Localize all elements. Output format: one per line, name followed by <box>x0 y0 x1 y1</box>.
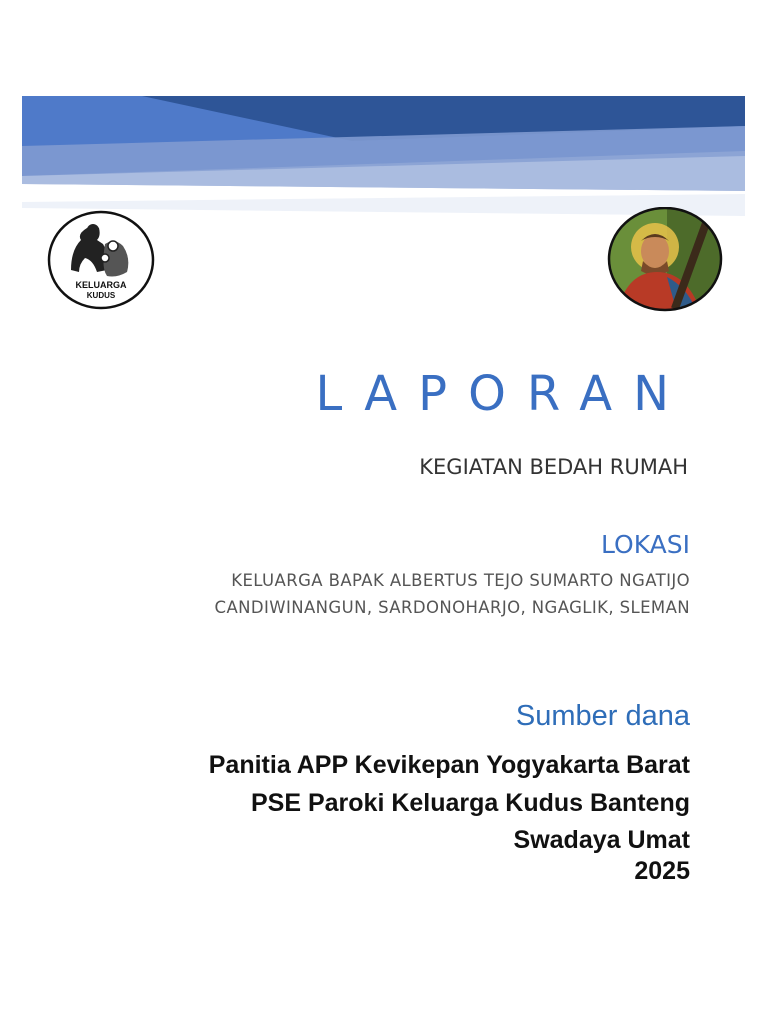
lokasi-line: CANDIWINANGUN, SARDONOHARJO, NGAGLIK, SLEMAN <box>214 598 690 617</box>
lokasi-heading: LOKASI <box>600 530 690 559</box>
page-title: LAPORAN <box>315 366 690 422</box>
lokasi-line: KELUARGA BAPAK ALBERTUS TEJO SUMARTO NGATIJO <box>231 571 690 590</box>
header-banner <box>22 96 745 216</box>
sumber-dana-year: 2025 <box>634 857 690 885</box>
sumber-dana-line: Panitia APP Kevikepan Yogyakarta Barat <box>208 751 690 779</box>
sumber-dana-line: Swadaya Umat <box>513 826 690 854</box>
sumber-dana-line: PSE Paroki Keluarga Kudus Banteng <box>251 789 690 817</box>
keluarga-kudus-logo <box>47 210 155 310</box>
page-subtitle: KEGIATAN BEDAH RUMAH <box>419 455 688 479</box>
logo-text: KELUARGA <box>75 280 127 290</box>
saint-portrait-logo <box>607 207 724 312</box>
sumber-dana-heading: Sumber dana <box>515 700 690 732</box>
svg-text:KUDUS: KUDUS <box>86 291 116 300</box>
